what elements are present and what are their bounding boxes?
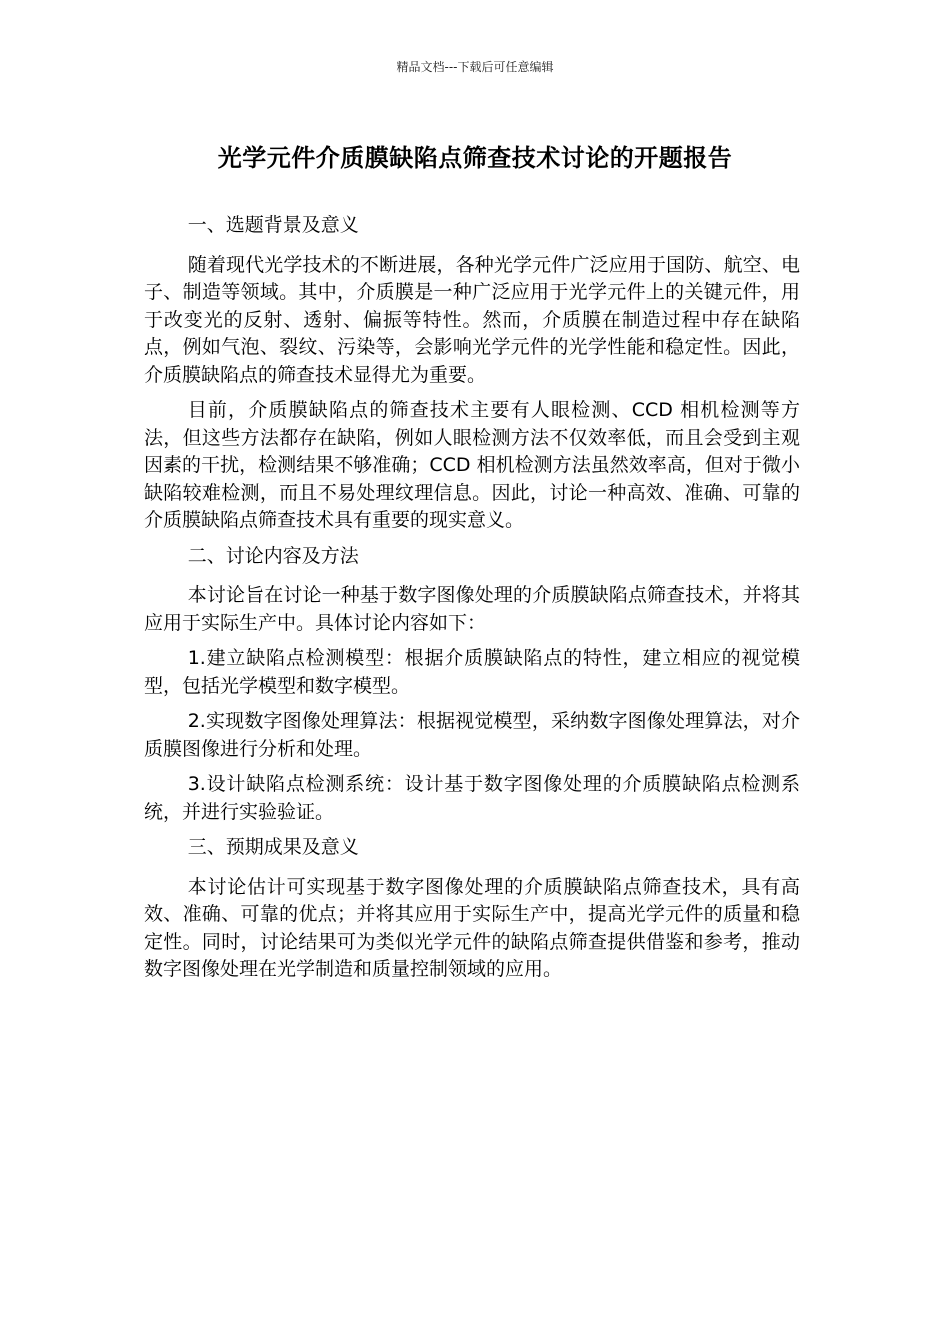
- section-heading-content: 二、讨论内容及方法: [187, 544, 359, 567]
- list-item-1: 1.建立缺陷点检测模型：根据介质膜缺陷点的特性，建立相应的视觉模型，包括光学模型和数字模型。: [144, 647, 800, 697]
- document-body: [144, 212, 800, 992]
- list-item-2: 2.实现数字图像处理算法：根据视觉模型，采纳数字图像处理算法，对介质膜图像进行分析和处理。: [144, 710, 800, 760]
- section-heading-background: 一、选题背景及意义: [187, 214, 359, 236]
- section-heading-outcomes: 三、预期成果及意义: [187, 836, 359, 858]
- paragraph-content-intro: 本讨论旨在讨论一种基于数字图像处理的介质膜缺陷点筛查技术，并将其应用于实际生产中。具体讨论内容如下：: [144, 584, 800, 634]
- paragraph-outcomes: 本讨论估计可实现基于数字图像处理的介质膜缺陷点筛查技术，具有高效、准确、可靠的优点；并将其应用于实际生产中，提高光学元件的质量和稳定性。同时，讨论结果可为类似光学元件的缺陷点筛查提供借鉴和参考，推动数字图像处理在光学制造和质量控制领域的应用。: [144, 875, 800, 980]
- document-title: 光学元件介质膜缺陷点筛查技术讨论的开题报告: [217, 144, 733, 172]
- page-header: 精品文档---下载后可任意编辑: [396, 60, 554, 74]
- list-item-3: 3.设计缺陷点检测系统：设计基于数字图像处理的介质膜缺陷点检测系统，并进行实验验证。: [144, 773, 800, 823]
- paragraph-background-1: 随着现代光学技术的不断进展，各种光学元件广泛应用于国防、航空、电子、制造等领域。其中，介质膜是一种广泛应用于光学元件上的关键元件，用于改变光的反射、透射、偏振等特性。然而，介质膜在制造过程中存在缺陷点，例如气泡、裂纹、污染等，会影响光学元件的光学性能和稳定性。因此，介质膜缺陷点的筛查技术显得尤为重要。: [144, 253, 800, 386]
- paragraph-background-2: 目前，介质膜缺陷点的筛查技术主要有人眼检测、CCD 相机检测等方法，但这些方法都存在缺陷，例如人眼检测方法不仅效率低，而且会受到主观因素的干扰，检测结果不够准确；CCD 相机检测方法虽然效率高，但对于微小缺陷较难检测，而且不易处理纹理信息。因此，讨论一种高效、准确、可靠的介质膜缺陷点筛查技术具有重要的现实意义。: [144, 399, 800, 531]
